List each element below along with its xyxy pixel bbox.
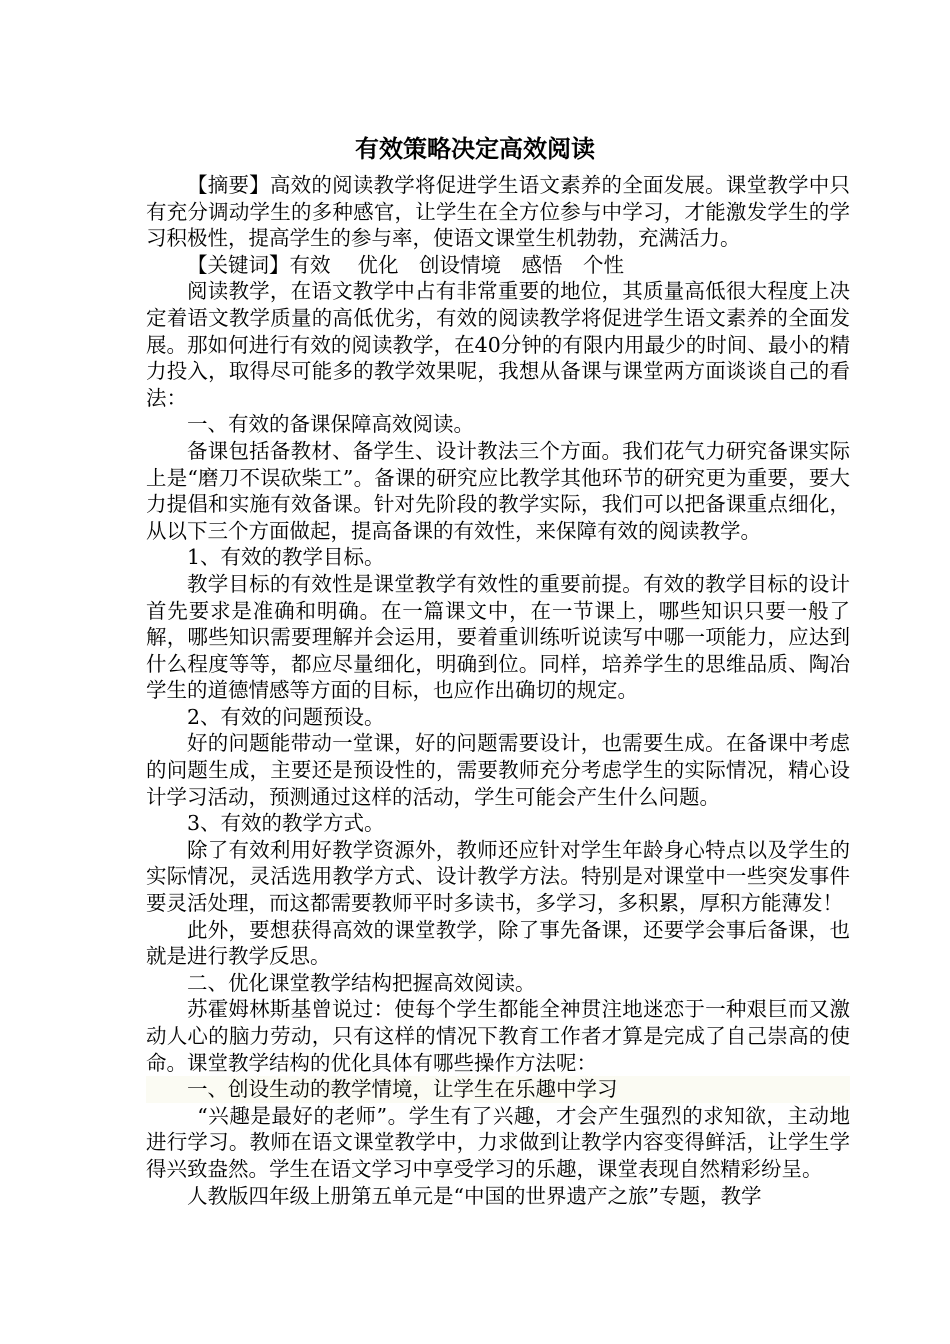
subsection-heading: 3、有效的教学方式。 <box>187 811 385 836</box>
subsection-heading: 1、有效的教学目标。 <box>187 545 385 570</box>
body-paragraph: 此外，要想获得高效的课堂教学，除了事先备课，还要学会事后备课，也就是进行教学反思。 <box>146 917 850 969</box>
subsection-heading: 一、创设生动的教学情境，让学生在乐趣中学习 <box>146 1076 850 1103</box>
body-paragraph: 苏霍姆林斯基曾说过：使每个学生都能全神贯注地迷恋于一种艰巨而又激动人心的脑力劳动，只有这样的情况下教育工作者才算是完成了自己崇高的使命。课堂教学结构的优化具体有哪些操作方法呢： <box>146 997 850 1075</box>
body-paragraph: 阅读教学，在语文教学中占有非常重要的地位，其质量高低很大程度上决定着语文教学质量的高低优劣，有效的阅读教学将促进学生语文素养的全面发展。那如何进行有效的阅读教学，在40分钟的有限内用最少的时间、最小的精力投入，取得尽可能多的教学效果呢，我想从备课与课堂两方面谈谈自己的看法： <box>146 279 850 410</box>
abstract-paragraph: 【摘要】高效的阅读教学将促进学生语文素养的全面发展。课堂教学中只有充分调动学生的多种感官，让学生在全方位参与中学习，才能激发学生的学习积极性，提高学生的参与率，使语文课堂生机勃勃，充满活力。 <box>146 173 850 251</box>
body-paragraph: 教学目标的有效性是课堂教学有效性的重要前提。有效的教学目标的设计首先要求是准确和明确。在一篇课文中，在一节课上，哪些知识只要一般了解，哪些知识需要理解并会运用，要着重训练听说读写中哪一项能力，应达到什么程度等等，都应尽量细化，明确到位。同样，培养学生的思维品质、陶冶学生的道德情感等方面的目标，也应作出确切的规定。 <box>146 571 850 703</box>
document-title: 有效策略决定高效阅读 <box>355 135 595 163</box>
body-paragraph: 好的问题能带动一堂课，好的问题需要设计，也需要生成。在备课中考虑的问题生成，主要还是预设性的，需要教师充分考虑学生的实际情况，精心设计学习活动，预测通过这样的活动，学生可能会产生什么问题。 <box>146 731 850 809</box>
keywords-paragraph: 【关键词】有效 优化 创设情境 感悟 个性 <box>187 252 625 277</box>
body-paragraph: 人教版四年级上册第五单元是“中国的世界遗产之旅”专题，教学 <box>187 1183 762 1208</box>
body-paragraph: 除了有效利用好教学资源外，教师还应针对学生年龄身心特点以及学生的实际情况，灵活选用教学方式、设计教学方法。特别是对课堂中一些突发事件要灵活处理，而这都需要教师平时多读书，多学习，多积累，厚积方能薄发！ <box>146 837 850 916</box>
section-heading: 一、有效的备课保障高效阅读。 <box>187 412 474 437</box>
document-body <box>146 172 850 1209</box>
body-paragraph: 备课包括备教材、备学生、设计教法三个方面。我们花气力研究备课实际上是“磨刀不误砍柴工”。备课的研究应比教学其他环节的研究更为重要，要大力提倡和实施有效备课。针对先阶段的教学实际，我们可以把备课重点细化，从以下三个方面做起，提高备课的有效性，来保障有效的阅读教学。 <box>146 438 850 543</box>
section-heading: 二、优化课堂教学结构把握高效阅读。 <box>187 970 536 995</box>
subsection-heading: 2、有效的问题预设。 <box>187 704 385 729</box>
body-paragraph: “兴趣是最好的老师”。学生有了兴趣，才会产生强烈的求知欲，主动地进行学习。教师在语文课堂教学中，力求做到让教学内容变得鲜活，让学生学得兴致盎然。学生在语文学习中享受学习的乐趣，课堂表现自然精彩纷呈。 <box>146 1103 850 1181</box>
